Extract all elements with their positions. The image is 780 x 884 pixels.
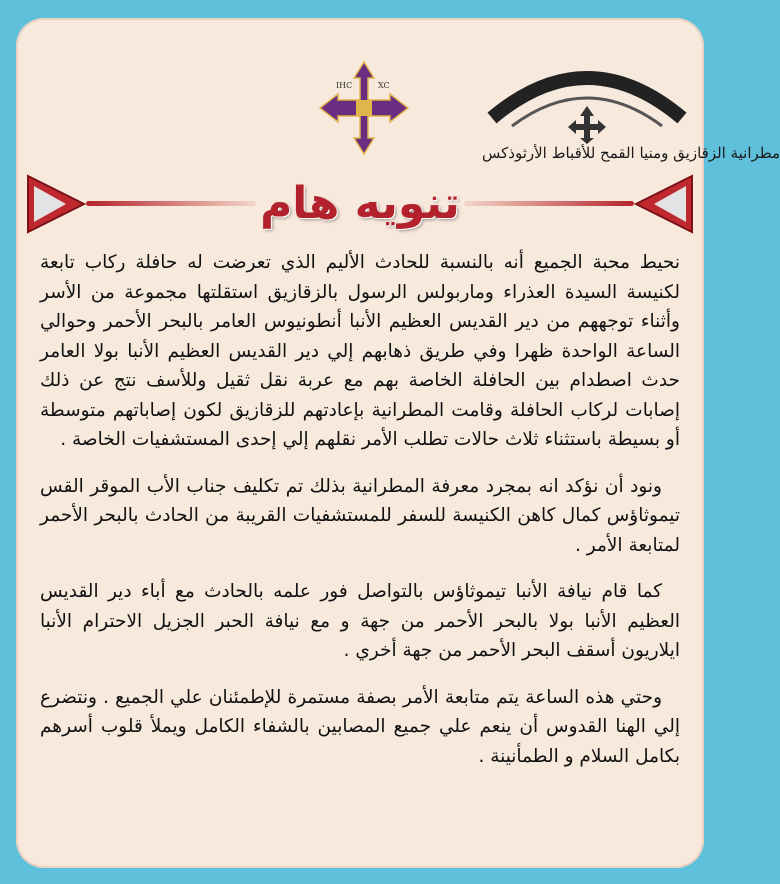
title-banner bbox=[26, 172, 694, 236]
paragraph-priest-assigned: ونود أن نؤكد انه بمجرد معرفة المطرانية بذلك تم تكليف جناب الأب الموقر القس تيموثاؤس كمال كاهن الكنيسة للسفر للمستشفيات القريبة من الحادث بالبحر الأحمر لمتابعة الأمر . bbox=[40, 475, 680, 556]
arrow-right-icon bbox=[634, 172, 694, 236]
diocese-seal bbox=[482, 48, 780, 166]
cross-label-right: XC bbox=[378, 81, 390, 90]
coptic-cross-icon bbox=[318, 60, 410, 156]
paragraph-prayer: وحتي هذه الساعة يتم متابعة الأمر بصفة مستمرة للإطمئنان علي الجميع . ونتضرع إلي الهنا القدوس أن ينعم علي جميع المصابين بالشفاء الكامل ويملأ قلوب أسرهم بكامل السلام و الطمأنينة . bbox=[40, 686, 680, 767]
paragraph-bishop-contact: كما قام نيافة الأنبا تيموثاؤس بالتواصل فور علمه بالحادث مع أباء دير القديس العظيم الأنبا بولا بالبحر الأحمر من جهة و مع نيافة الحبر الجزيل الاحترام الأنبا ايلاريون أسقف البحر الأحمر من جهة أخري . bbox=[40, 581, 680, 661]
header bbox=[0, 0, 780, 170]
notice-body bbox=[40, 248, 680, 788]
banner-bar-right bbox=[464, 201, 634, 206]
page-title: تنويه هام bbox=[260, 178, 460, 229]
seal-caption: مطرانية الزقازيق ومنيا القمح للأقباط الأرثوذكس bbox=[482, 144, 780, 162]
cross-label-left: IHC bbox=[336, 81, 353, 90]
seal-emblem-icon bbox=[482, 48, 692, 144]
paragraph-incident: نحيط محبة الجميع أنه بالنسبة للحادث الأليم الذي تعرضت له حافلة ركاب تابعة لكنيسة السيدة العذراء وماربولس الرسول بالزقازيق استقلتها مجموعة من الأسر وأثناء توجههم من دير القديس العظيم الأنبا أنطونيوس العامر بالبحر الأحمر وحوالي الساعة الواحدة ظهرا وفي طريق ذهابهم إلي دير القديس العظيم الأنبا بولا العامر حدث اصطدام بين الحافلة الخاصة بهم مع عربة نقل ثقيل وللأسف نتج عن ذلك إصابات لركاب الحافلة وقامت المطرانية بإعادتهم للزقازيق لكون إصاباتهم متوسطة أو بسيطة باستثناء ثلاث حالات تطلب الأمر نقلهم إلي إحدى المستشفيات الخاصة . bbox=[40, 252, 680, 450]
